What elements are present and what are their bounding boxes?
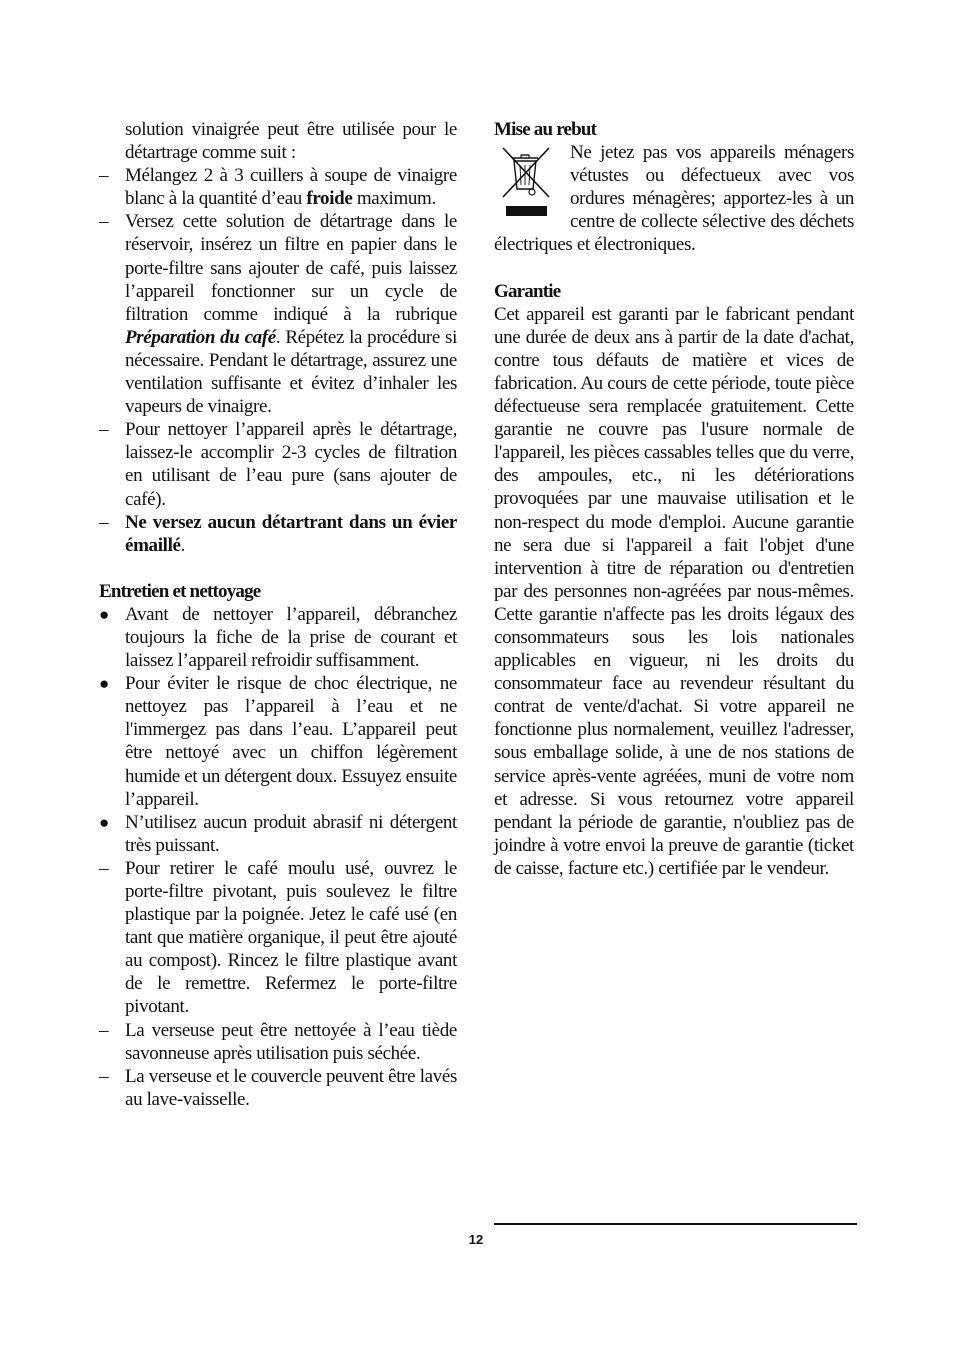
- descaling-intro: solution vinaigrée peut être utilisée pour le détartrage comme suit :: [125, 119, 457, 164]
- bullet-icon: ●: [99, 604, 110, 624]
- footer-rule: [494, 1223, 857, 1225]
- dash-marker: –: [99, 511, 109, 533]
- descaling-step-4: – Ne versez aucun détartrant dans un évier émaillé.: [99, 511, 457, 556]
- dash-marker: –: [99, 1019, 109, 1041]
- warranty-heading: Garantie: [494, 280, 561, 302]
- bullet-icon: ●: [99, 674, 110, 694]
- bullet-icon: ●: [99, 812, 110, 832]
- spacer: [99, 557, 457, 580]
- maintenance-item-6: – La verseuse et le couvercle peuvent être lavés au lave-vaisselle.: [99, 1065, 457, 1110]
- page-number: 12: [468, 1232, 484, 1247]
- spacer: [494, 257, 854, 280]
- descaling-step-1: – Mélangez 2 à 3 cuillers à soupe de vinaigre blanc à la quantité d’eau froide maximum.: [99, 165, 457, 210]
- maintenance-item-4: – Pour retirer le café moulu usé, ouvrez le porte-filtre pivotant, puis soulevez le filtre plastique par la poignée. Jetez le café usé (en tant que matière organique, il peut être ajouté au compost). Rincez le filtre plastique avant de le remettre. Refermez le porte-filtre pivotant.: [99, 857, 457, 1018]
- dash-marker: –: [99, 211, 109, 233]
- dash-marker: –: [99, 1065, 109, 1087]
- disposal-heading: Mise au rebut: [494, 119, 597, 140]
- disposal-text: Ne jetez pas vos appareils ménagers vétustes ou défectueux avec vos ordures ménagères; apportez-les à un centre de collecte sélective des déchets électriques et électroniques.: [494, 142, 854, 256]
- maintenance-item-1: ● Avant de nettoyer l’appareil, débranchez toujours la fiche de la prise de courant et laissez l’appareil refroidir suffisamment.: [99, 603, 457, 672]
- dash-marker: –: [99, 419, 109, 441]
- descaling-step-2: – Versez cette solution de détartrage dans le réservoir, insérez un filtre en papier dans le porte-filtre sans ajouter de café, puis laissez l’appareil fonctionner sur un cycle de filtration comme indiqué à la rubrique Préparation du café. Répétez la procédure si nécessaire. Pendant le détartrage, assurez une ventilation suffisante et évitez d’inhaler les vapeurs de vinaigre.: [99, 211, 458, 418]
- dash-marker: –: [99, 857, 109, 879]
- descaling-step-3: – Pour nettoyer l’appareil après le détartrage, laissez-le accomplir 2-3 cycles de filtration en utilisant de l’eau pure (sans ajouter de café).: [99, 419, 457, 510]
- crossed-out-wheelie-bin-icon: [494, 145, 556, 219]
- maintenance-item-3: ● N’utilisez aucun produit abrasif ni détergent très puissant.: [99, 811, 457, 856]
- dash-marker: –: [99, 165, 109, 187]
- warranty-text: Cet appareil est garanti par le fabricant pendant une durée de deux ans à partir de la date d'achat, contre tous défauts de matière et vices de fabrication. Au cours de cette période, toute pièce défectueuse sera remplacée gratuitement. Cette garantie ne couvre pas l'usure normale de l'appareil, les pièces cassables telles que du verre, des ampoules, etc., ni les détériorations provoquées par une mauvaise utilisation et le non-respect du mode d'emploi. Aucune garantie ne sera due si l'appareil a fait l'objet d'une intervention à titre de réparation ou d'entretien par des personnes non-agréées par nous-mêmes. Cette garantie n'affecte pas les droits légaux des consommateurs sous les lois nationales applicables en vigueur, ni les droits du consommateur face au revendeur résultant du contrat de vente/d'achat. Si votre appareil ne fonctionne plus normalement, veuillez l'adresser, sous emballage solide, à une de nos stations de service après-vente agréées, muni de votre nom et adresse. Si vous retournez votre appareil pendant la période de garantie, n'oubliez pas de joindre à votre envoi la preuve de garantie (ticket de caisse, facture etc.) certifiée par le vendeur.: [494, 303, 854, 879]
- maintenance-item-5: – La verseuse peut être nettoyée à l’eau tiède savonneuse après utilisation puis séchée.: [99, 1019, 457, 1064]
- maintenance-item-2: ● Pour éviter le risque de choc électrique, ne nettoyez pas l’appareil à l’eau et ne l'immergez pas dans l’eau. L’appareil peut être nettoyé avec un chiffon légèrement humide et un détergent doux. Essuyez ensuite l’appareil.: [99, 673, 457, 810]
- right-column: [494, 118, 854, 880]
- left-column: [99, 118, 457, 1111]
- maintenance-heading: Entretien et nettoyage: [99, 580, 261, 602]
